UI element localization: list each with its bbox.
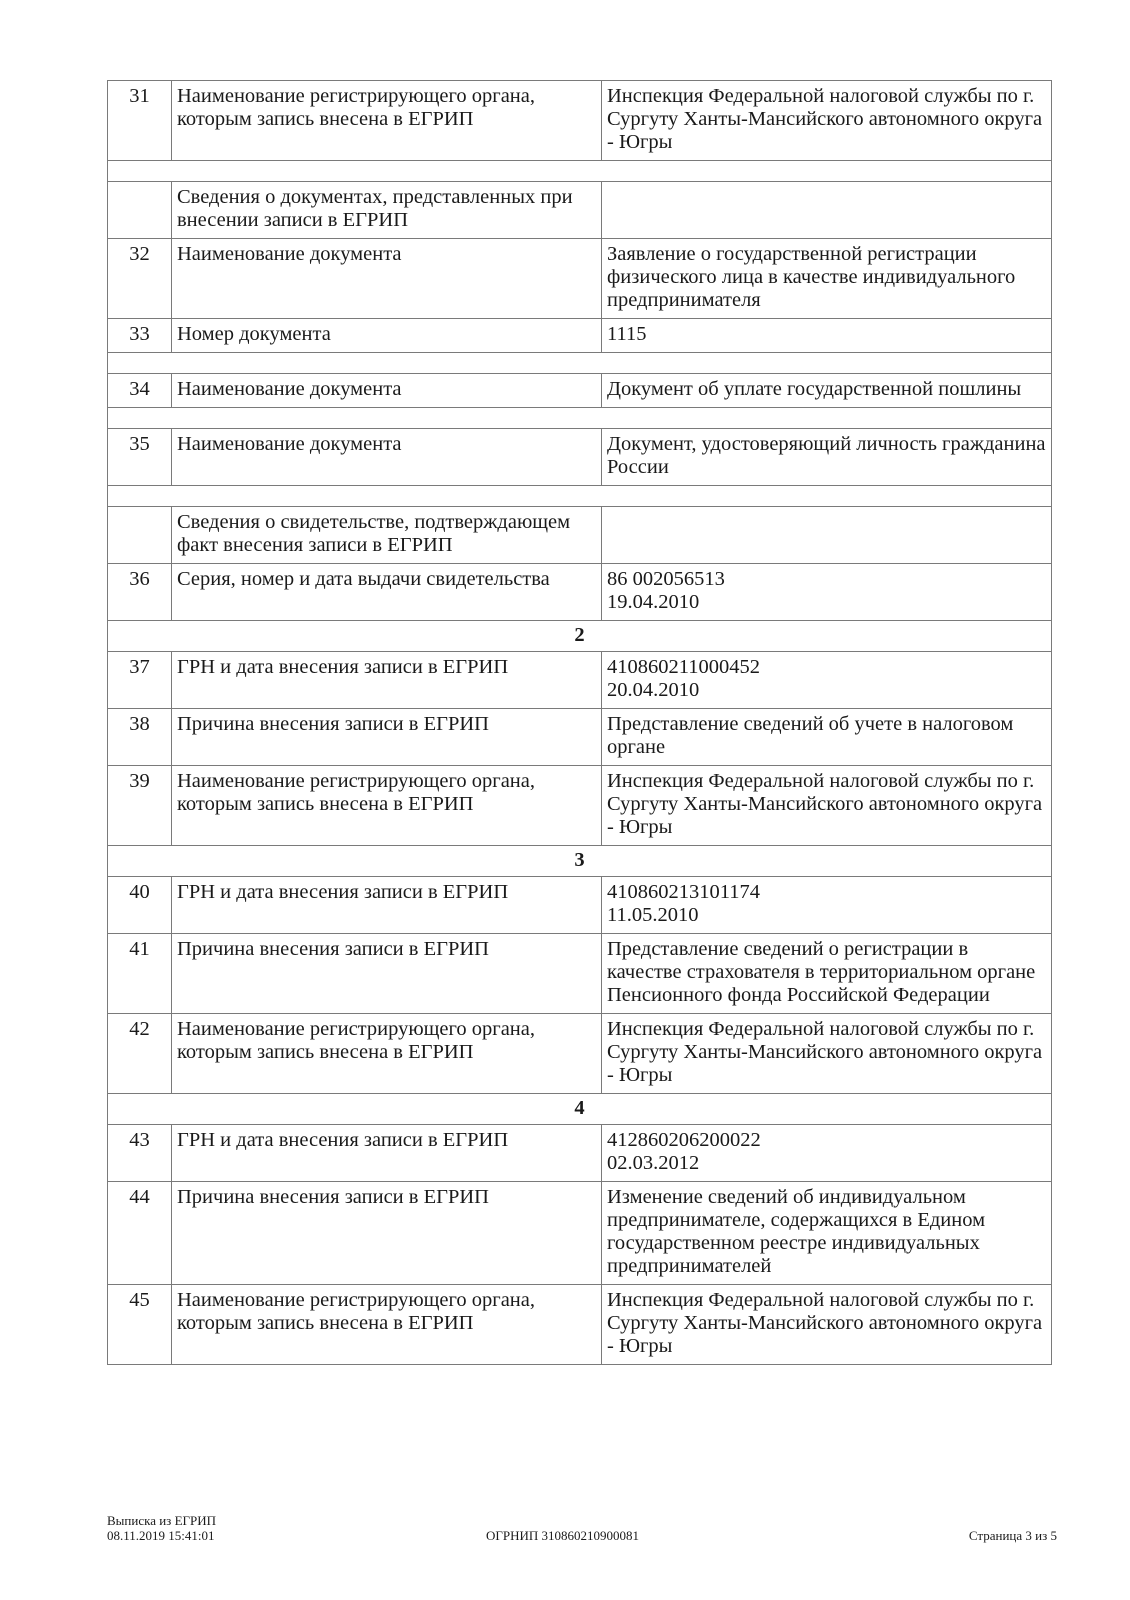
row-value: 1115 xyxy=(602,319,1052,353)
row-number: 38 xyxy=(108,709,172,766)
spacer-row xyxy=(108,486,1052,507)
row-number: 42 xyxy=(108,1014,172,1094)
row-label: Наименование регистрирующего органа, которым запись внесена в ЕГРИП xyxy=(172,766,602,846)
row-label: Причина внесения записи в ЕГРИП xyxy=(172,934,602,1014)
section-row xyxy=(108,1094,1052,1125)
row-value: Представление сведений об учете в налоговом органе xyxy=(602,709,1052,766)
row-value: Документ, удостоверяющий личность гражданина России xyxy=(602,429,1052,486)
table-row xyxy=(108,1014,1052,1094)
table-row xyxy=(108,182,1052,239)
row-label: Наименование документа xyxy=(172,374,602,408)
row-number: 31 xyxy=(108,81,172,161)
table-row xyxy=(108,1125,1052,1182)
table-row xyxy=(108,81,1052,161)
row-label: Наименование регистрирующего органа, которым запись внесена в ЕГРИП xyxy=(172,1014,602,1094)
grn-date: 11.05.2010 xyxy=(607,904,699,926)
row-number: 36 xyxy=(108,564,172,621)
row-number: 44 xyxy=(108,1182,172,1285)
table-row xyxy=(108,1285,1052,1365)
section-row xyxy=(108,846,1052,877)
row-value: Инспекция Федеральной налоговой службы по г. Сургуту Ханты-Мансийского автономного округа - Югры xyxy=(602,81,1052,161)
table-row xyxy=(108,1182,1052,1285)
row-label: Номер документа xyxy=(172,319,602,353)
table-row xyxy=(108,766,1052,846)
row-number: 33 xyxy=(108,319,172,353)
row-number: 32 xyxy=(108,239,172,319)
row-value xyxy=(602,652,1052,709)
table-row xyxy=(108,374,1052,408)
spacer-row xyxy=(108,408,1052,429)
row-label: Причина внесения записи в ЕГРИП xyxy=(172,1182,602,1285)
row-label: Наименование документа xyxy=(172,239,602,319)
certificate-number: 86 002056513 xyxy=(607,568,725,590)
table-row xyxy=(108,564,1052,621)
row-value: Инспекция Федеральной налоговой службы по г. Сургуту Ханты-Мансийского автономного округа - Югры xyxy=(602,1014,1052,1094)
row-value: Изменение сведений об индивидуальном предпринимателе, содержащихся в Едином государственном реестре индивидуальных предпринимателей xyxy=(602,1182,1052,1285)
section-number: 4 xyxy=(108,1094,1052,1125)
docs-subheading: Сведения о документах, представленных при внесении записи в ЕГРИП xyxy=(172,182,602,239)
row-label: ГРН и дата внесения записи в ЕГРИП xyxy=(172,652,602,709)
row-value: Документ об уплате государственной пошлины xyxy=(602,374,1052,408)
row-value: Инспекция Федеральной налоговой службы по г. Сургуту Ханты-Мансийского автономного округа - Югры xyxy=(602,1285,1052,1365)
row-value: Инспекция Федеральной налоговой службы по г. Сургуту Ханты-Мансийского автономного округа - Югры xyxy=(602,766,1052,846)
row-number: 40 xyxy=(108,877,172,934)
table-row xyxy=(108,507,1052,564)
spacer-row xyxy=(108,353,1052,374)
row-value: Представление сведений о регистрации в качестве страхователя в территориальном органе Пенсионного фонда Российской Федерации xyxy=(602,934,1052,1014)
cert-subheading: Сведения о свидетельстве, подтверждающем факт внесения записи в ЕГРИП xyxy=(172,507,602,564)
row-label: Наименование документа xyxy=(172,429,602,486)
row-number: 39 xyxy=(108,766,172,846)
table-row xyxy=(108,429,1052,486)
table-row xyxy=(108,877,1052,934)
row-value xyxy=(602,564,1052,621)
row-label: Наименование регистрирующего органа, которым запись внесена в ЕГРИП xyxy=(172,81,602,161)
section-number: 3 xyxy=(108,846,1052,877)
footer-doc-title: Выписка из ЕГРИП xyxy=(107,1513,217,1528)
row-label: Наименование регистрирующего органа, которым запись внесена в ЕГРИП xyxy=(172,1285,602,1365)
grn-value: 410860213101174 xyxy=(607,881,760,903)
row-number: 45 xyxy=(108,1285,172,1365)
row-value: Заявление о государственной регистрации физического лица в качестве индивидуального предпринимателя xyxy=(602,239,1052,319)
spacer-row xyxy=(108,161,1052,182)
table-row xyxy=(108,239,1052,319)
grn-date: 02.03.2012 xyxy=(607,1152,700,1174)
table-row xyxy=(108,934,1052,1014)
row-label: Серия, номер и дата выдачи свидетельства xyxy=(172,564,602,621)
row-value xyxy=(602,877,1052,934)
row-number: 34 xyxy=(108,374,172,408)
row-label: ГРН и дата внесения записи в ЕГРИП xyxy=(172,1125,602,1182)
certificate-date: 19.04.2010 xyxy=(607,591,700,613)
egrip-table xyxy=(107,80,1052,1365)
grn-value: 412860206200022 xyxy=(607,1129,761,1151)
row-number: 43 xyxy=(108,1125,172,1182)
row-label: Причина внесения записи в ЕГРИП xyxy=(172,709,602,766)
footer-page-number: Страница 3 из 5 xyxy=(968,1528,1057,1543)
section-row xyxy=(108,621,1052,652)
row-value xyxy=(602,1125,1052,1182)
grn-value: 410860211000452 xyxy=(607,656,760,678)
grn-date: 20.04.2010 xyxy=(607,679,700,701)
row-number: 35 xyxy=(108,429,172,486)
table-row xyxy=(108,319,1052,353)
row-number: 41 xyxy=(108,934,172,1014)
footer-ogrnip: ОГРНИП 310860210900081 xyxy=(486,1528,640,1543)
footer-timestamp: 08.11.2019 15:41:01 xyxy=(107,1528,215,1543)
table-row xyxy=(108,652,1052,709)
section-number: 2 xyxy=(108,621,1052,652)
row-number: 37 xyxy=(108,652,172,709)
footer-left xyxy=(107,1513,216,1543)
table-row xyxy=(108,709,1052,766)
row-label: ГРН и дата внесения записи в ЕГРИП xyxy=(172,877,602,934)
